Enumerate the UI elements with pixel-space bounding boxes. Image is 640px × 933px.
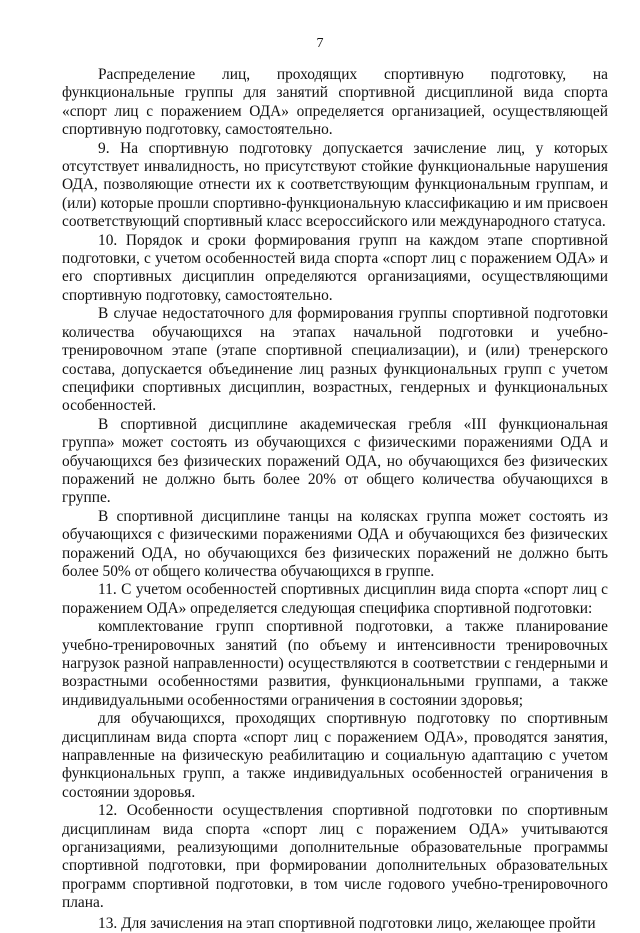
page-number: 7	[316, 36, 324, 51]
paragraph-12-features: 12. Особенности осуществления спортивной подготовки по спортивным дисциплинам вида спорта «спорт лиц с поражением ОДА» учитываются организациями, реализующими дополнительные образовательные программы спортивной подготовки, при формировании дополнительных образовательных программ спортивной подготовки, в том числе годового учебно-тренировочного плана.	[62, 802, 608, 912]
document-body	[62, 66, 608, 933]
paragraph-rehabilitation: для обучающихся, проходящих спортивную подготовку по спортивным дисциплинам вида спорта «спорт лиц с поражением ОДА», проводятся занятия, направленные на физическую реабилитацию и социальную адаптацию с учетом функциональных групп, а также индивидуальных особенностей ограничения в состоянии здоровья.	[62, 710, 608, 801]
paragraph-rowing: В спортивной дисциплине академическая гребля «III функциональная группа» может состоять из обучающихся с физическими поражениями ОДА и обучающихся без физических поражений ОДА, но обучающихся без физических поражений не должно быть более 20% от общего количества обучающихся в группе.	[62, 415, 608, 507]
paragraph-group-staffing: комплектование групп спортивной подготовки, а также планирование учебно-тренировочных занятий (по объему и интенсивности тренировочных нагрузок разной направленности) осуществляются в соответствии с гендерными и возрастными особенностями развития, функциональными группами, а также индивидуальными особенностями ограничения в состоянии здоровья;	[62, 618, 608, 709]
paragraph-distribution: Распределение лиц, проходящих спортивную подготовку, на функциональные группы для занятий спортивной дисциплиной вида спорта «спорт лиц с поражением ОДА» определяется организацией, осуществляющей спортивную подготовку, самостоятельно.	[62, 66, 608, 139]
paragraph-13-enrollment: 13. Для зачисления на этап спортивной подготовки лицо, желающее пройти	[98, 914, 596, 932]
paragraph-9-admission: 9. На спортивную подготовку допускается зачисление лиц, у которых отсутствует инвалидность, но присутствуют стойкие функциональные нарушения ОДА, позволяющие отнести их к соответствующим функциональным группам, и (или) которые прошли спортивно-функциональную классификацию и им присвоен соответствующий спортивный класс всероссийского или международного статуса.	[62, 139, 608, 231]
paragraph-10-group-formation: 10. Порядок и сроки формирования групп на каждом этапе спортивной подготовки, с учетом особенностей вида спорта «спорт лиц с поражением ОДА» и его спортивных дисциплин определяются организациями, осуществляющими спортивную подготовку, самостоятельно.	[62, 231, 608, 304]
paragraph-insufficient-number: В случае недостаточного для формирования группы спортивной подготовки количества обучающихся на этапах начальной подготовки и учебно-тренировочном этапе (этапе спортивной специализации), и (или) тренерского состава, допускается объединение лиц разных функциональных групп с учетом специфики спортивных дисциплин, возрастных, гендерных и функциональных особенностей.	[62, 305, 608, 415]
paragraph-11-specifics: 11. С учетом особенностей спортивных дисциплин вида спорта «спорт лиц с поражением ОДА» определяется следующая специфика спортивной подготовки:	[62, 581, 608, 617]
paragraph-wheelchair-dance: В спортивной дисциплине танцы на колясках группа может состоять из обучающихся с физическими поражениями ОДА и обучающихся без физических поражений ОДА, но обучающихся без физических поражений не должно быть более 50% от общего количества обучающихся в группе.	[62, 507, 608, 580]
